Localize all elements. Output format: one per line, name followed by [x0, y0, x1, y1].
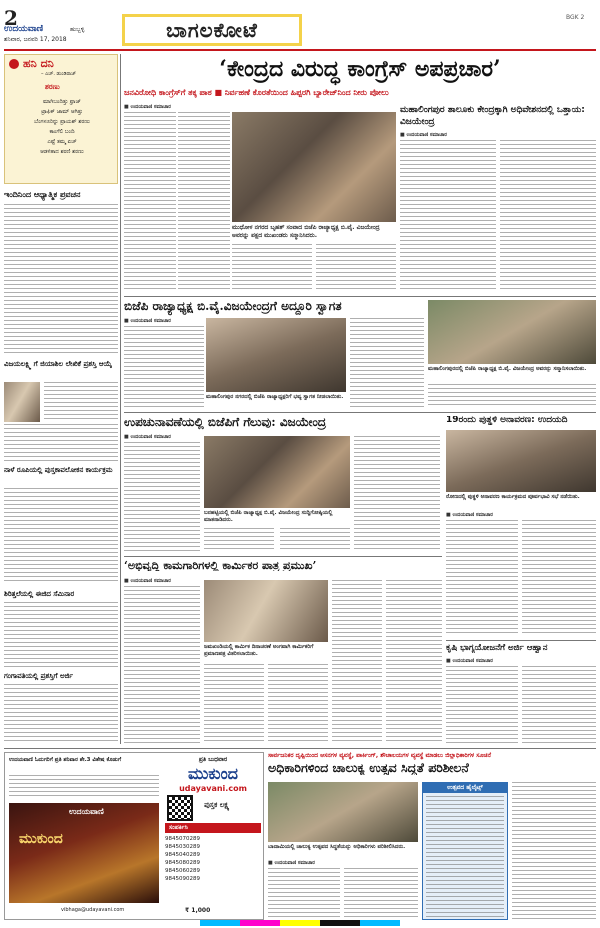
ad-phone: 9845070289	[165, 836, 200, 842]
ad-right-panel	[165, 756, 261, 904]
bottom-photo	[268, 782, 418, 842]
story5-caption: ಜಮಖಂಡಿಯಲ್ಲಿ ಕಾರ್ಮಿಕ ದಿನಾಚರಣೆ ಅಂಗವಾಗಿ ಕಾರ್ಮಿಕರಿಗೆ ಪ್ರಮಾಣಪತ್ರ ವಿತರಿಸಲಾಯಿತು.	[204, 644, 314, 657]
story6-body-col2	[522, 666, 596, 744]
story4-body-col2	[522, 520, 596, 636]
poem-line: ಮಾಗಿಬಂದಿತ್ತು ಫ್ರಾಜ್	[43, 99, 81, 105]
issue-date: ಶನಿವಾರ, ಜನವರಿ 17, 2018	[4, 36, 67, 43]
bottom-body-col3	[512, 782, 596, 920]
story6-headline: ಕೃಷಿ ಭಾಗ್ಯಯೋಜನೆಗೆ ಅರ್ಜಿ ಆಹ್ವಾನ	[446, 644, 548, 653]
story3-headline: ಉಪಚುನಾವಣೆಯಲ್ಲಿ ಬಿಜೆಪಿಗೆ ಗೆಲುವು: ವಿಜಯೇಂದ್ರ	[124, 415, 327, 429]
lead-body-col4	[316, 244, 396, 292]
highlights-body	[426, 796, 504, 920]
story2-caption: ಮಹಾಲಿಂಗಪುರ ನಗರದಲ್ಲಿ ಬಿಜೆಪಿ ರಾಜ್ಯಾಧ್ಯಕ್ಷರಿಗೆ ಭವ್ಯ ಸ್ವಾಗತ ನೀಡಲಾಯಿತು.	[206, 394, 344, 400]
story2-body-col1	[124, 326, 204, 408]
story3-body-col2	[204, 528, 274, 552]
ad-price: ₹ 1,000	[185, 907, 211, 914]
lead-subhead: ಜನವಿರೋಧಿ ಕಾಂಗ್ರೆಸ್‌ಗೆ ತಕ್ಕ ಪಾಠ ■ ನಿರ್ವಹಣೆ ಕೊರತೆಯಿಂದ ಹಿಪ್ಪರಗಿ ಬ್ಯಾರೇಜ್‌ನಿಂದ ನೀರು ಪೋಲು	[124, 88, 389, 97]
ad-contact-head: ಸಂಪರ್ಕಿಸಿ	[165, 823, 261, 833]
left-story-3-body	[4, 488, 118, 584]
lead-body-col1	[124, 112, 176, 292]
ad-brand: ಉದಯವಾಣಿ	[69, 807, 104, 816]
lead-byline: ■ ಉದಯವಾಣಿ ಸಮಾಚಾರ	[124, 104, 171, 110]
right-story-caption: ಮಹಾಲಿಂಗಪುರದಲ್ಲಿ ಬಿಜೆಪಿ ರಾಜ್ಯಾಧ್ಯಕ್ಷ ಬಿ.ವೈ. ವಿಜಯೇಂದ್ರ ಅವರನ್ನು ಸನ್ಮಾನಿಸಲಾಯಿತು.	[428, 366, 587, 372]
ad-phone: 9845090289	[165, 876, 200, 882]
section-banner	[122, 14, 302, 46]
page-number: 2	[4, 6, 18, 30]
ad-subtitle: ಪ್ರತಿ ಬುಧವಾರ	[198, 756, 228, 763]
ad-top-text: ಉದಯವಾಣಿ ಓದುಗರಿಗೆ ಪ್ರತಿ ಶನಿವಾರ ಶೇ.3 ವಿಶೇಷ ಕೊಡುಗೆ	[9, 757, 122, 763]
ad-phone: 9845030289	[165, 844, 200, 850]
story5-byline: ■ ಉದಯವಾಣಿ ಸಮಾಚಾರ	[124, 578, 171, 584]
lead-headline: ‘ಕೇಂದ್ರದ ವಿರುದ್ಧ ಕಾಂಗ್ರೆಸ್‌ ಅಪಪ್ರಚಾರ’	[219, 56, 501, 82]
story5-body-col3	[268, 664, 328, 744]
corner-tag: BGK 2	[566, 14, 585, 21]
story3-byline: ■ ಉದಯವಾಣಿ ಸಮಾಚಾರ	[124, 434, 171, 440]
story5-body-col5	[386, 580, 442, 744]
highlights-box	[422, 782, 508, 920]
section-rule-3	[124, 556, 442, 557]
story3-photo	[204, 436, 350, 508]
left-column-divider	[120, 54, 121, 744]
right-story-photo	[428, 300, 596, 364]
story2-photo	[206, 318, 346, 392]
section-rule-1	[124, 296, 596, 297]
section-rule-4	[446, 640, 596, 641]
poem-line: ಟ್ರಾಫಿಕ್‌ ಜಾಮ್ ಆಗಿತ್ತು	[41, 109, 83, 115]
bottom-headline: ಅಧಿಕಾರಿಗಳಿಂದ ಚಾಲುಕ್ಯ ಉತ್ಸವ ಸಿದ್ಧತೆ ಪರಿಶೀಲನೆ	[268, 762, 469, 775]
ad-email: vibhaga@udayavani.com	[61, 907, 125, 913]
story6-byline: ■ ಉದಯವಾಣಿ ಸಮಾಚಾರ	[446, 658, 493, 664]
story3-body-col3	[280, 528, 350, 552]
paper-name: ಉದಯವಾಣಿ	[4, 24, 44, 34]
story5-headline: ‘ಅಭಿವೃದ್ಧಿ ಕಾಮಗಾರಿಗಳಲ್ಲಿ ಕಾರ್ಮಿಕರ ಪಾತ್ರ ಪ್ರಮುಖ’	[124, 560, 317, 571]
bottom-body-col1	[268, 868, 340, 920]
honey-author: – ಎಚ್‌. ಡುಂಡಿರಾಜ್‌	[41, 71, 77, 77]
left-story-5-body	[4, 684, 118, 744]
lead-photo	[232, 112, 396, 222]
honey-column	[4, 54, 118, 184]
lead-body-col2	[178, 112, 230, 292]
color-registration-marks	[200, 920, 400, 926]
bottom-banner: ಸಾರ್ವಜನಿಕರ ದೃಷ್ಟಿಯಿಂದ ಆಸನಗಳ ವ್ಯವಸ್ಥೆ, ಪಾರ್ಕಿಂಗ್‌, ಶೌಚಾಲಯಗಳ ವ್ಯವಸ್ಥೆ ಮಾಡಲು ಜಿಲ್ಲಾಧಿಕಾರಿಗಳ ಸೂಚನೆ	[268, 752, 491, 759]
ad-top-body	[9, 775, 159, 799]
ad-poster	[9, 803, 159, 903]
highlights-title: ಉತ್ಸವದ ಹೈಲೈಟ್ಸ್	[423, 783, 507, 793]
story5-photo	[204, 580, 328, 642]
right-story-headline: ಮಹಾಲಿಂಗಪುರ ತಾಲೂಕು ಕೇಂದ್ರಕ್ಕಾಗಿ ಅಧಿವೇಶನದಲ್ಲಿ ಒತ್ತಾಯ: ವಿಜಯೇಂದ್ರ	[400, 105, 585, 127]
right-story-byline: ■ ಉದಯವಾಣಿ ಸಮಾಚಾರ	[400, 132, 447, 138]
left-story-4-headline: ಶಿರಿತ್ತಲೆಯಲ್ಲಿ ಈಜಿದ ಸೆಮಿನಾರ	[4, 590, 75, 598]
poem-line: ಕಾಂಗೆಲಿ ಬಂದಿ	[49, 129, 75, 135]
bottom-byline: ■ ಉದಯವಾಣಿ ಸಮಾಚಾರ	[268, 860, 315, 866]
story3-body-col1	[124, 442, 200, 552]
story5-body-col4	[332, 580, 382, 744]
right-story-body-col1	[400, 140, 496, 290]
poem-line: ಆಡಳಿತಾದ ಶರಣಿ ಶರಣು	[40, 149, 84, 155]
ad-site: udayavani.com	[179, 784, 247, 793]
honey-logo-icon	[9, 59, 19, 69]
right-story-body-col3	[428, 384, 596, 408]
left-story-2-body-cont	[4, 424, 118, 462]
story4-headline: 19ರಂದು ಪುತ್ಥಳಿ ಅನಾವರಣ: ಉದಯದಿ	[446, 416, 568, 425]
ad-phone: 9845080289	[165, 860, 200, 866]
left-story-5-headline: ಗಂಗಾವತಿಯಲ್ಲಿ ಪ್ರಶಸ್ತಿಗೆ ಅರ್ಜಿ	[4, 672, 73, 680]
story2-headline: ಬಿಜೆಪಿ ರಾಜ್ಯಾಧ್ಯಕ್ಷ ಬಿ.ವೈ.ವಿಜಯೇಂದ್ರಗೆ ಅದ್ದೂರಿ ಸ್ವಾಗತ	[124, 299, 342, 313]
story5-body-col1	[124, 586, 200, 744]
edition: ಹುಬ್ಬಳ್ಳಿ	[70, 26, 85, 33]
left-story-2-headline: ವಿಜಯಲಕ್ಷ್ಮಿ ಗೆ ಜಿಯಾಶಿಲ ಲೇಖಿಕೆ ಪ್ರಶಸ್ತಿ ಆಯ್ಕೆ	[4, 360, 112, 368]
section-rule-2	[124, 412, 596, 413]
bottom-body-col2	[344, 868, 418, 920]
poem-line: ಎಷ್ಟೆ ತಮ್ಮ ಏಚ್‌	[47, 139, 77, 145]
poem-heading: ಶರಣು	[45, 83, 60, 91]
ad-phone: 9845060289	[165, 868, 200, 874]
left-story-1-body	[4, 204, 118, 354]
left-story-4-body	[4, 602, 118, 668]
ad-tagline: ಪುಸ್ತಕ ಲಕ್ಷ್ಯ	[204, 801, 230, 809]
story2-body-col2	[350, 318, 424, 408]
story4-photo	[446, 430, 596, 492]
story4-byline: ■ ಉದಯವಾಣಿ ಸಮಾಚಾರ	[446, 512, 493, 518]
story2-byline: ■ ಉದಯವಾಣಿ ಸಮಾಚಾರ	[124, 318, 171, 324]
section-title: ಬಾಗಲಕೋಟೆ	[166, 18, 258, 42]
section-rule-5	[4, 748, 596, 749]
story5-body-col2	[204, 664, 264, 744]
left-story-3-headline: ನಾಳೆ ರೂಪಿಯಲ್ಲಿ ಪುಸ್ತಕಾವಲೋಕನ ಕಾರ್ಯಕ್ರಮ	[4, 466, 113, 474]
story6-body-col1	[446, 666, 518, 744]
header-rule	[4, 49, 596, 51]
story4-body-col1	[446, 520, 518, 636]
bottom-caption: ಬಾದಾಮಿಯಲ್ಲಿ ಚಾಲುಕ್ಯ ಉತ್ಸವದ ಸಿದ್ಧತೆಯನ್ನು ಅಧಿಕಾರಿಗಳು ಪರಿಶೀಲಿಸಿದರು.	[268, 844, 406, 850]
story4-caption: ರೋಣದಲ್ಲಿ ಪುತ್ಥಳಿ ಅನಾವರಣ ಕಾರ್ಯಕ್ರಮದ ಪೂರ್ವಭಾವಿ ಸಭೆ ನಡೆಯಿತು.	[446, 494, 580, 500]
right-story-body-col2	[500, 140, 596, 290]
ad-phone: 9845040289	[165, 852, 200, 858]
lead-body-col3	[232, 244, 312, 292]
ad-block[interactable]	[4, 752, 264, 920]
story3-body-col4	[354, 436, 440, 552]
qr-code-icon	[167, 795, 193, 821]
ad-poster-title: ಮುಕುಂದ	[19, 831, 63, 847]
ad-title: ಮುಕುಂದ	[187, 764, 239, 783]
poem-line: ಬೆಂಗಳೂರಿನ್ನು ಪ್ರಾಯಶ್‌ ಶರಣು	[34, 119, 90, 125]
author-photo	[4, 382, 40, 422]
left-story-1-headline: ಇಂದಿನಿಂದ ಆಧ್ಯಾತ್ಮಿಕ ಪ್ರವಚನ	[4, 190, 81, 199]
honey-title: ಹನಿ ದನಿ	[23, 57, 54, 70]
story3-caption: ಬನಹಟ್ಟಿಯಲ್ಲಿ ಬಿಜೆಪಿ ರಾಜ್ಯಾಧ್ಯಕ್ಷ ಬಿ.ವೈ. ವಿಜಯೇಂದ್ರ ಸುದ್ದಿಗೋಷ್ಠಿಯಲ್ಲಿ ಮಾತನಾಡಿದರು.	[204, 510, 333, 523]
left-story-2-body	[44, 382, 118, 422]
lead-caption: ಮುಧೋಳ ನಗರದ ಬೃಹತ್‌ ಸಂವಾದ ಬಿಜೆಪಿ ರಾಜ್ಯಾಧ್ಯಕ್ಷ ಬಿ.ವೈ. ವಿಜಯೇಂದ್ರ ಅವರನ್ನು ಪಕ್ಷದ ಮುಖಂಡರು ಸನ್ಮಾನಿಸಿದರು.	[232, 224, 380, 239]
